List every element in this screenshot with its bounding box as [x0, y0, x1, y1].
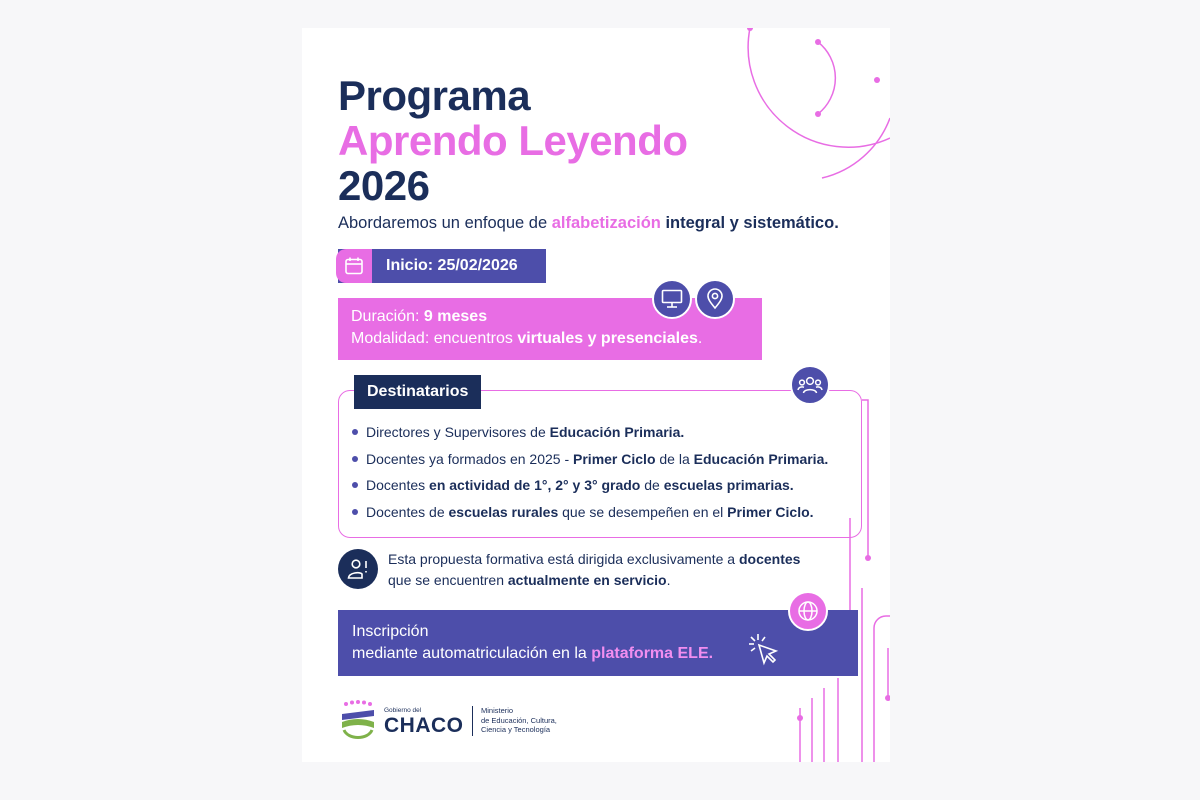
modality-end: . — [697, 330, 703, 347]
location-pin-icon — [695, 279, 735, 319]
government-small-label: Gobierno del — [384, 707, 422, 714]
government-name: CHACO — [384, 714, 464, 737]
list-item — [352, 451, 828, 478]
program-poster — [302, 28, 890, 762]
title-line-3: 2026 — [338, 162, 430, 209]
note-bold: actualmente en servicio — [507, 572, 667, 588]
list-item — [352, 477, 828, 504]
footer-divider — [472, 706, 473, 736]
registration-box — [338, 610, 858, 676]
note-text: . — [666, 572, 671, 588]
note-text: Esta propuesta formativa está dirigida exclusivamente a — [388, 551, 739, 567]
duration-value: 9 meses — [423, 308, 488, 325]
list-item — [352, 424, 828, 451]
ministry-line-1: Ministerio — [481, 706, 514, 715]
duration-label: Duración: — [351, 308, 424, 325]
note-bold: docentes — [738, 551, 801, 567]
item-bold: Educación Primaria. — [693, 450, 829, 467]
registration-line — [352, 643, 858, 665]
note-text: que se encuentren — [388, 572, 508, 588]
item-bold: Primer Ciclo. — [727, 503, 814, 520]
ministry-line-3: Ciencia y Tecnología — [481, 725, 551, 734]
item-bold: Educación Primaria. — [549, 424, 685, 440]
note-line-1 — [388, 549, 800, 570]
ministry-line-2: de Educación, Cultura, — [481, 715, 557, 725]
start-date-bar — [338, 249, 546, 283]
item-text: Docentes — [366, 477, 430, 493]
ministry-name — [481, 706, 557, 735]
registration-highlight: plataforma ELE. — [591, 645, 714, 662]
item-bold: escuelas primarias. — [663, 477, 794, 493]
subtitle-part-2: integral y sistemático. — [660, 214, 839, 232]
registration-text: mediante automatriculación en la — [352, 645, 592, 662]
item-text: Directores y Supervisores de — [366, 424, 550, 440]
item-text: que se desempeñen en el — [558, 503, 728, 520]
eligibility-note — [388, 549, 800, 591]
globe-icon — [788, 591, 828, 631]
user-alert-icon — [338, 549, 378, 589]
modality-label: Modalidad: encuentros — [351, 330, 518, 347]
modality-value: virtuales y presenciales — [517, 330, 698, 347]
recipients-heading: Destinatarios — [354, 375, 481, 409]
click-cursor-icon — [746, 632, 780, 666]
subtitle-highlight: alfabetización — [551, 214, 661, 232]
list-item — [352, 504, 828, 531]
registration-title: Inscripción — [352, 623, 429, 640]
item-text: de — [640, 477, 664, 493]
recipients-list — [352, 424, 828, 530]
item-text: Docentes ya formados en 2025 - — [366, 450, 574, 467]
monitor-icon — [652, 279, 692, 319]
item-bold: escuelas rurales — [448, 503, 559, 520]
title-line-1: Programa — [338, 72, 531, 119]
item-bold: Primer Ciclo — [573, 450, 656, 467]
calendar-icon — [336, 249, 372, 283]
subtitle — [338, 214, 839, 233]
title-line-2: Aprendo Leyendo — [338, 117, 688, 164]
people-group-icon — [790, 365, 830, 405]
modality-line — [351, 328, 762, 350]
subtitle-part-1: Abordaremos un enfoque de — [338, 214, 552, 232]
item-text: Docentes de — [366, 503, 449, 520]
item-bold: en actividad de 1°, 2° y 3° grado — [429, 477, 641, 493]
item-text: de la — [655, 450, 694, 467]
note-line-2 — [388, 570, 800, 591]
chaco-logo-icon — [338, 700, 378, 744]
start-date-text: Inicio: 25/02/2026 — [386, 257, 518, 274]
